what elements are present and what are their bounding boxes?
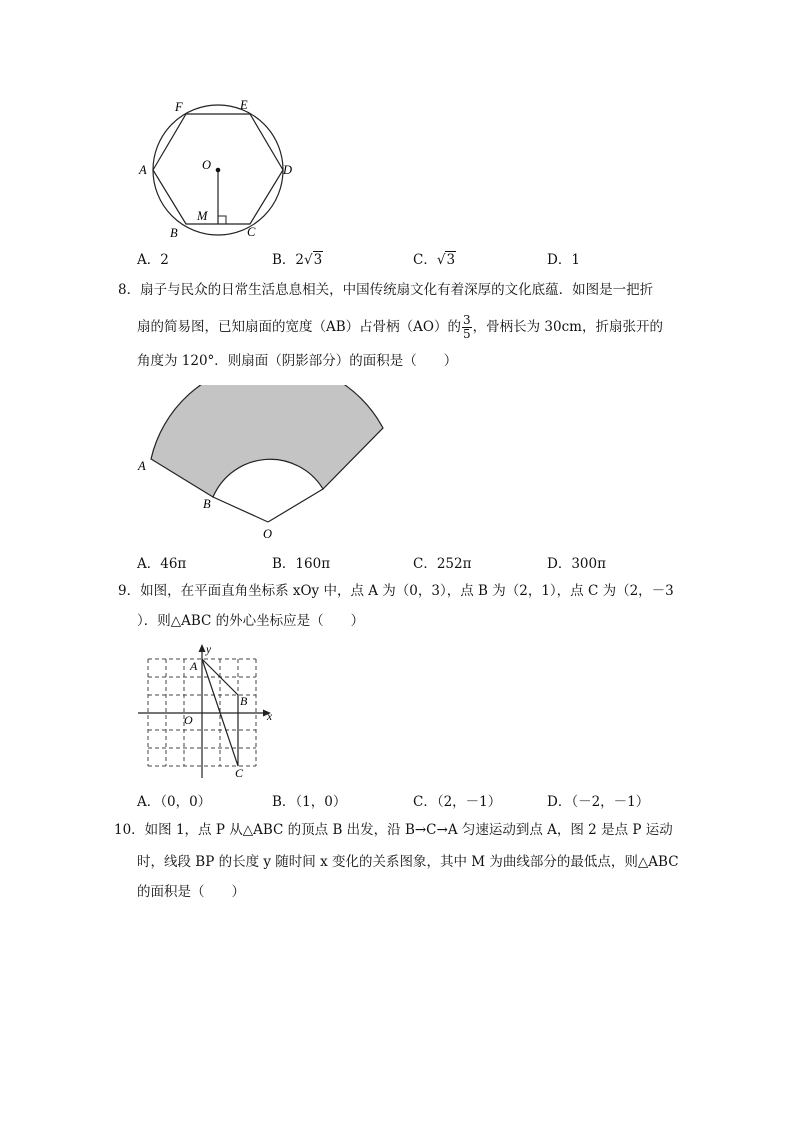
q7-option-a-value: 2 xyxy=(160,252,169,268)
q8-segment-bo xyxy=(213,497,268,522)
q7-option-c-radicand: 3 xyxy=(446,252,456,268)
q7-option-a xyxy=(137,248,169,268)
q8-option-c: C．252π xyxy=(413,556,472,572)
q9-label-o: O xyxy=(184,713,193,727)
q7-label-c: C xyxy=(247,225,256,239)
q8-fraction-denominator: 5 xyxy=(463,327,471,341)
q8-stem-line-1: 8．扇子与民众的日常生活息息相关，中国传统扇文化有着深厚的文化底蕴．如图是一把折 xyxy=(118,282,654,298)
q9-label-a: A xyxy=(190,659,198,673)
q8-stem-line-2 xyxy=(137,314,663,341)
q7-option-b-key: B． xyxy=(272,252,296,268)
q8-option-d: D．300π xyxy=(547,556,606,572)
q8-fan-shaded-area xyxy=(151,385,383,497)
q9-y-axis-arrow xyxy=(199,644,206,652)
q7-label-o: O xyxy=(202,158,212,172)
q7-option-d-value: 1 xyxy=(571,252,580,268)
q9-figure xyxy=(132,640,282,785)
q9-option-b: B．（1，0） xyxy=(272,794,347,810)
q7-label-e: E xyxy=(240,98,248,112)
q9-option-a: A．（0，0） xyxy=(137,794,212,810)
q8-fraction-numerator: 3 xyxy=(463,313,471,327)
q8-stem-line-3: 角度为 120°．则扇面（阴影部分）的面积是（ ） xyxy=(137,353,458,369)
q8-label-a: A xyxy=(138,459,146,473)
q7-option-d-key: D． xyxy=(547,252,572,268)
q9-option-d: D．（－2，－1） xyxy=(547,794,650,810)
q7-label-d: D xyxy=(283,163,293,177)
q10-stem-line-2: 时，线段 BP 的长度 y 随时间 x 变化的关系图象，其中 M 为曲线部分的最低点，则△ABC xyxy=(137,854,679,870)
q7-option-b-radicand: 3 xyxy=(313,252,323,268)
q9-label-y: y xyxy=(206,644,212,656)
q7-option-a-key: A． xyxy=(137,252,161,268)
q8-label-b: B xyxy=(203,497,211,511)
q8-figure xyxy=(130,385,395,545)
q8-stem-line-2-a: 扇的简易图，已知扇面的宽度（AB）占骨柄（AO）的 xyxy=(137,319,461,335)
q10-stem-line-1: 10．如图 1，点 P 从△ABC 的顶点 B 出发，沿 B→C→A 匀速运动到点 A，图 2 是点 P 运动 xyxy=(114,822,673,838)
q8-option-b: B．160π xyxy=(272,556,331,572)
q7-center-point xyxy=(216,168,221,173)
q8-segment-right-rib xyxy=(268,489,323,522)
q8-option-a: A．46π xyxy=(137,556,187,572)
q7-label-m: M xyxy=(197,209,208,223)
q7-option-b xyxy=(272,248,323,268)
q10-stem-line-3: 的面积是（ ） xyxy=(137,884,245,900)
q9-stem-line-1: 9．如图，在平面直角坐标系 xOy 中，点 A 为（0，3），点 B 为（2，1），点 C 为（2，－3 xyxy=(118,583,674,599)
q9-stem-line-2: ）．则△ABC 的外心坐标应是（ ） xyxy=(137,613,365,629)
q9-label-c: C xyxy=(235,766,244,780)
q7-option-c-sqrt: √3 xyxy=(436,252,456,268)
q9-label-x: x xyxy=(267,711,273,723)
q9-option-c: C．（2，－1） xyxy=(413,794,502,810)
q8-stem-line-2-b: ，骨柄长为 30cm，折扇张开的 xyxy=(472,319,663,335)
q7-option-c xyxy=(413,248,456,268)
q9-label-b: B xyxy=(240,694,248,708)
q7-figure xyxy=(130,92,310,242)
q7-option-b-coef: 2 xyxy=(295,252,305,268)
q7-option-c-key: C． xyxy=(413,252,437,268)
q7-label-b: B xyxy=(170,226,178,240)
q8-label-o: O xyxy=(263,527,273,541)
q8-fraction xyxy=(462,314,472,341)
q7-right-angle-mark xyxy=(218,216,226,224)
q7-label-f: F xyxy=(175,100,183,114)
q7-option-d xyxy=(547,248,580,268)
q7-option-b-sqrt: √3 xyxy=(304,252,323,268)
q7-label-a: A xyxy=(139,163,147,177)
